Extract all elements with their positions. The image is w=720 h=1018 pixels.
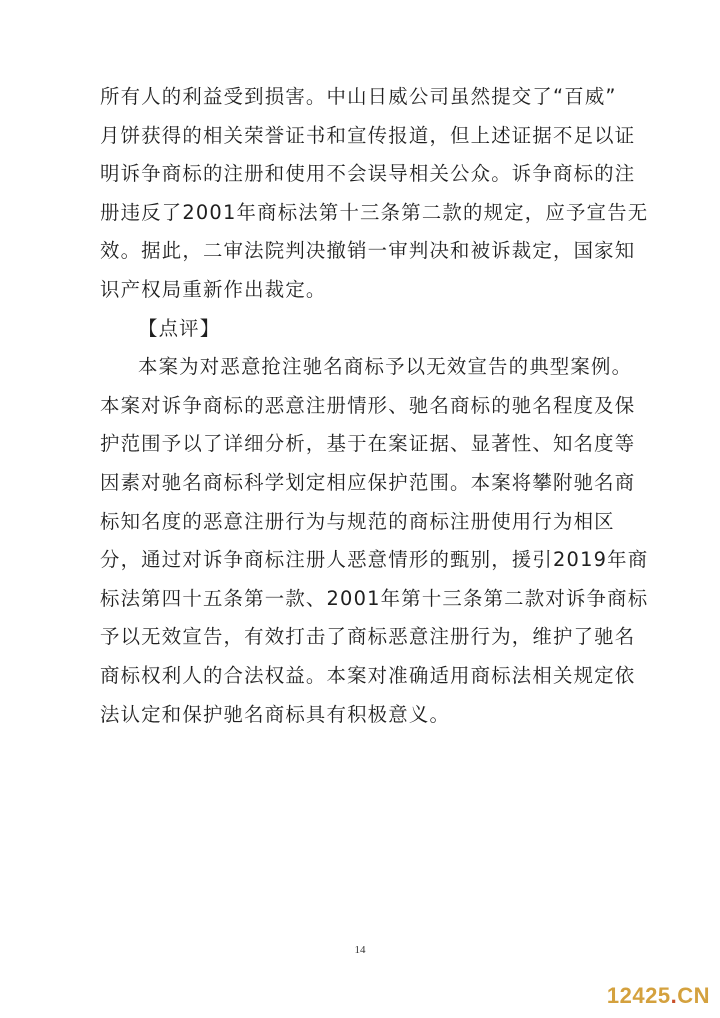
text-line: 识产权局重新作出裁定。	[100, 277, 327, 301]
watermark-number: 12425	[606, 983, 671, 1008]
text-line: 册违反了2001年商标法第十三条第二款的规定，应予宣告无	[100, 200, 649, 224]
page-number: 14	[354, 944, 366, 956]
watermark-domain: CN	[677, 983, 710, 1008]
watermark-dot: .	[670, 983, 678, 1008]
text-line: 月饼获得的相关荣誉证书和宣传报道，但上述证据不足以证	[100, 123, 636, 147]
section-heading: 【点评】	[138, 316, 221, 340]
text-line: 明诉争商标的注册和使用不会误导相关公众。诉争商标的注	[100, 162, 636, 186]
text-line: 效。据此，二审法院判决撤销一审判决和被诉裁定，国家知	[100, 239, 636, 263]
site-watermark	[607, 985, 710, 1007]
text-line: 本案对诉争商标的恶意注册情形、驰名商标的驰名程度及保	[100, 393, 636, 417]
text-line: 护范围予以了详细分析，基于在案证据、显著性、知名度等	[100, 432, 636, 456]
text-line: 法认定和保护驰名商标具有积极意义。	[100, 702, 451, 726]
body-text	[100, 78, 649, 734]
text-line: 所有人的利益受到损害。中山日威公司虽然提交了“百威”	[100, 85, 617, 108]
text-line: 商标权利人的合法权益。本案对准确适用商标法相关规定依	[100, 663, 636, 687]
text-line: 标知名度的恶意注册行为与规范的商标注册使用行为相区	[100, 509, 615, 533]
text-line: 标法第四十五条第一款、2001年第十三条第二款对诉争商标	[100, 586, 649, 610]
text-line: 本案为对恶意抢注驰名商标予以无效宣告的典型案例。	[138, 355, 633, 379]
text-line: 分，通过对诉争商标注册人恶意情形的甄别，援引2019年商	[100, 548, 649, 572]
text-line: 因素对驰名商标科学划定相应保护范围。本案将攀附驰名商	[100, 470, 636, 494]
text-line: 予以无效宣告，有效打击了商标恶意注册行为，维护了驰名	[100, 625, 636, 649]
